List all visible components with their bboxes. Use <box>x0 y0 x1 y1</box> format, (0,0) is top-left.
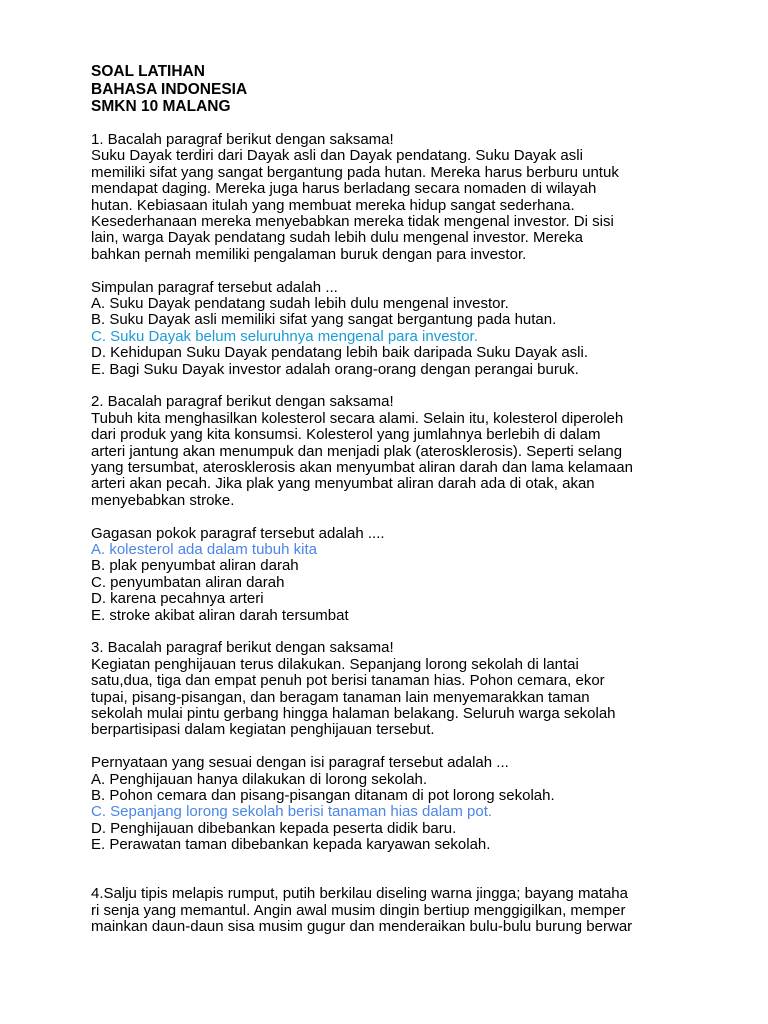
option-e: E. Bagi Suku Dayak investor adalah orang-orang dengan perangai buruk. <box>91 360 579 378</box>
paragraph-line: tupai, pisang-pisangan, dan beragam tanaman lain menyemarakkan taman <box>91 688 590 706</box>
option-e: E. stroke akibat aliran darah tersumbat <box>91 606 349 624</box>
question-prompt: 2. Bacalah paragraf berikut dengan saksama! <box>91 393 394 411</box>
question-prompt: 3. Bacalah paragraf berikut dengan saksama! <box>91 639 394 657</box>
paragraph-line: yang tersumbat, aterosklerosis akan menyumbat aliran darah dan lama kelamaan <box>91 458 633 476</box>
paragraph-line: Kesederhanaan mereka menyebabkan mereka tidak mengenal investor. Di sisi <box>91 212 614 230</box>
option-a-answer: A. kolesterol ada dalam tubuh kita <box>91 541 317 558</box>
paragraph-line: satu,dua, tiga dan empat penuh pot berisi tanaman hias. Pohon cemara, ekor <box>91 672 605 690</box>
paragraph-line: dari produk yang kita konsumsi. Kolesterol yang jumlahnya berlebih di dalam <box>91 426 601 444</box>
document-content <box>91 63 691 936</box>
title-soal-latihan: SOAL LATIHAN <box>91 63 205 80</box>
option-b: B. plak penyumbat aliran darah <box>91 557 299 575</box>
paragraph-line: arteri jantung akan menumpuk dan menjadi plak (aterosklerosis). Seperti selang <box>91 442 623 460</box>
paragraph-line: mendapat daging. Mereka juga harus berladang secara nomaden di wilayah <box>91 180 597 198</box>
question-2 <box>91 394 691 624</box>
paragraph-line: menyebabkan stroke. <box>91 491 235 509</box>
question-prompt: 1. Bacalah paragraf berikut dengan saksama! <box>91 130 394 148</box>
option-b: B. Pohon cemara dan pisang-pisangan ditanam di pot lorong sekolah. <box>91 787 555 805</box>
option-d: D. Kehidupan Suku Dayak pendatang lebih baik daripada Suku Dayak asli. <box>91 344 588 362</box>
question-text: Gagasan pokok paragraf tersebut adalah .... <box>91 524 385 542</box>
paragraph-line: mainkan daun-daun sisa musim gugur dan menderaikan bulu-bulu burung berwar <box>91 918 633 936</box>
question-3 <box>91 640 691 853</box>
paragraph-line: Tubuh kita menghasilkan kolesterol secara alami. Selain itu, kolesterol diperoleh <box>91 409 624 427</box>
option-a: A. Suku Dayak pendatang sudah lebih dulu mengenal investor. <box>91 294 509 312</box>
document-header <box>91 63 691 116</box>
option-c: C. penyumbatan aliran darah <box>91 573 285 591</box>
option-d: D. Penghijauan dibebankan kepada peserta didik baru. <box>91 819 457 837</box>
paragraph-line: lain, warga Dayak pendatang sudah lebih dulu mengenal investor. Mereka <box>91 229 583 247</box>
title-school: SMKN 10 MALANG <box>91 98 231 115</box>
paragraph-line: Kegiatan penghijauan terus dilakukan. Sepanjang lorong sekolah di lantai <box>91 655 579 673</box>
paragraph-line: hutan. Kebiasaan itulah yang membuat mereka hidup sangat sederhana. <box>91 196 575 214</box>
paragraph-line: ri senja yang memantul. Angin awal musim dingin bertiup menggigilkan, memper <box>91 901 626 919</box>
option-a: A. Penghijauan hanya dilakukan di lorong sekolah. <box>91 770 428 788</box>
option-b: B. Suku Dayak asli memiliki sifat yang sangat bergantung pada hutan. <box>91 311 557 329</box>
option-d: D. karena pecahnya arteri <box>91 590 264 608</box>
paragraph-line: arteri akan pecah. Jika plak yang menyumbat aliran darah ada di otak, akan <box>91 475 595 493</box>
option-e: E. Perawatan taman dibebankan kepada karyawan sekolah. <box>91 836 491 854</box>
paragraph-line: 4.Salju tipis melapis rumput, putih berkilau diseling warna jingga; bayang mataha <box>91 885 628 903</box>
question-text: Pernyataan yang sesuai dengan isi paragraf tersebut adalah ... <box>91 754 509 772</box>
paragraph-line: memiliki sifat yang sangat bergantung pada hutan. Mereka harus berburu untuk <box>91 163 619 181</box>
paragraph-line: sekolah mulai pintu gerbang hingga halaman belakang. Seluruh warga sekolah <box>91 705 616 723</box>
option-c-answer: C. Suku Dayak belum seluruhnya mengenal para investor. <box>91 327 478 345</box>
question-text: Simpulan paragraf tersebut adalah ... <box>91 278 338 296</box>
paragraph-line: berpartisipasi dalam kegiatan penghijauan tersebut. <box>91 721 435 739</box>
question-4 <box>91 886 691 935</box>
title-bahasa-indonesia: BAHASA INDONESIA <box>91 80 248 98</box>
question-1 <box>91 132 691 378</box>
paragraph-line: bahkan pernah memiliki pengalaman buruk dengan para investor. <box>91 245 527 263</box>
option-c-answer: C. Sepanjang lorong sekolah berisi tanaman hias dalam pot. <box>91 803 493 821</box>
paragraph-line: Suku Dayak terdiri dari Dayak asli dan Dayak pendatang. Suku Dayak asli <box>91 147 583 165</box>
